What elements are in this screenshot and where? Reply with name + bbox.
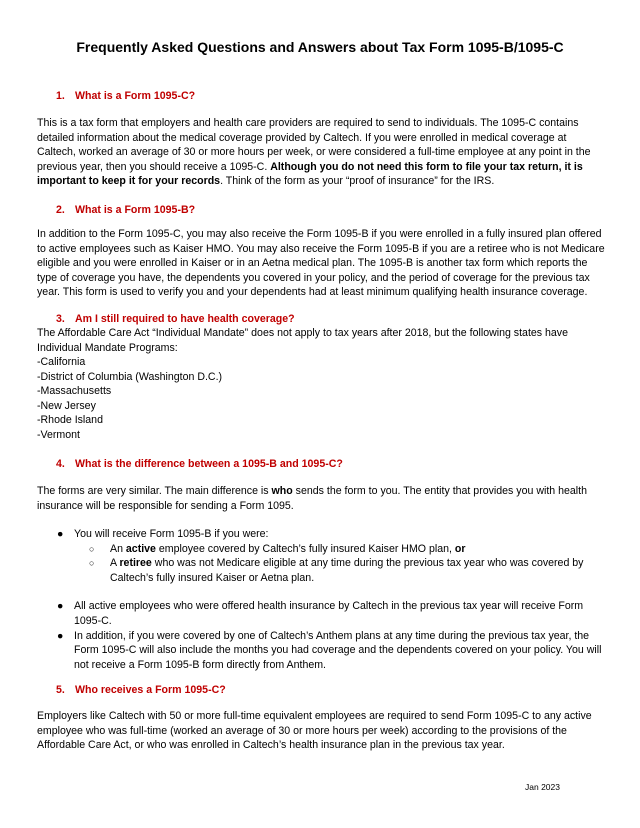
page-title: Frequently Asked Questions and Answers about Tax Form 1095-B/1095-C [76, 39, 564, 55]
list-item: ○ An active employee covered by Caltech’s fully insured Kaiser HMO plan, or [89, 542, 466, 555]
question-2-heading [56, 203, 195, 218]
list-item: ● In addition, if you were covered by one of Caltech’s Anthem plans at any time during the previous tax year, the Form 1095-C will also include the months you had coverage and the dependents covered on your policy. You will not receive a Form 1095-B form directly from Anthem. [57, 629, 602, 671]
question-text: Am I still required to have health coverage? [75, 313, 295, 325]
question-1-heading [56, 89, 195, 104]
page-footer-date: Jan 2023 [525, 782, 560, 792]
question-4-heading [56, 457, 343, 472]
answer-4-emphasis: who [271, 485, 293, 497]
question-number: 4. [56, 458, 65, 470]
question-text: What is a Form 1095-B? [75, 204, 196, 216]
question-text: Who receives a Form 1095-C? [75, 684, 226, 696]
question-3-heading [56, 312, 295, 327]
answer-1-emphasis: Although you do not need this form to file your tax return, it is important to keep it for your records [37, 160, 583, 188]
list-item: -New Jersey [37, 399, 96, 412]
answer-5: Employers like Caltech with 50 or more full-time equivalent employees are required to send Form 1095-C to any active employee who was full-time (worked an average of 30 or more hours per week) according to the provisions of the Affordable Care Act, or who was enrolled in Caltech’s health insurance plan in the previous tax year. [37, 710, 592, 752]
bullet-icon: ● [57, 629, 64, 642]
list-item: ○ A retiree who was not Medicare eligible at any time during the previous tax year who was covered by Caltech’s fully insured Kaiser or Aetna plan. [89, 557, 584, 584]
list-item: ● All active employees who were offered health insurance by Caltech in the previous tax year will receive Form 1095-C. [57, 600, 584, 627]
list-item: -Vermont [37, 428, 80, 441]
question-number: 1. [56, 90, 65, 102]
question-5-heading [56, 683, 226, 698]
answer-4-bullets [37, 527, 605, 672]
bullet-icon: ● [57, 528, 64, 540]
bullet-icon: ● [57, 600, 64, 613]
list-item: -California [37, 356, 86, 368]
question-number: 3. [56, 313, 65, 325]
sub-list [37, 542, 605, 586]
list-item: -Massachusetts [37, 385, 112, 398]
circle-bullet-icon: ○ [89, 558, 95, 569]
list-item: -District of Columbia (Washington D.C.) [37, 370, 223, 383]
mandate-states-list [37, 355, 605, 443]
list-item: -Rhode Island [37, 414, 103, 427]
question-number: 5. [56, 684, 65, 696]
answer-4-intro: The forms are very similar. The main difference is who sends the form to you. The entity that provides you with health insurance will be responsible for sending a Form 1095. [37, 485, 587, 512]
question-text: What is the difference between a 1095-B and 1095-C? [75, 458, 343, 470]
question-text: What is a Form 1095-C? [75, 90, 196, 102]
answer-2: In addition to the Form 1095-C, you may also receive the Form 1095-B if you were enrolled in a fully insured plan offered to active employees such as Kaiser HMO. You may also receive the Form 1095-B if you are a retiree who is not Medicare eligible and you were enrolled in Kaiser or in an Aetna medical plan. The 1095-B is another tax form which reports the type of coverage you have, the dependents you covered in your policy, and the period of coverage for the previous tax year. This form is used to verify you and your dependents had at least minimum qualifying health insurance coverage. [37, 228, 605, 299]
circle-bullet-icon: ○ [89, 543, 95, 554]
answer-1: This is a tax form that employers and health care providers are required to send to individuals. The 1095-C contains detailed information about the medical coverage provided by Caltech. If you were enrolled in medical coverage at Caltech, worked an average of 30 or more hours per week, or were considered a full-time employee at any point in the previous year, then you should receive a 1095-C. Although you do not need this form to file your tax return, it is important to keep it for your records. Think of the form as your “proof of insurance” for the IRS. [37, 117, 591, 188]
answer-3: The Affordable Care Act “Individual Mandate” does not apply to tax years after 2018, but the following states have Individual Mandate Programs: [37, 327, 568, 354]
question-number: 2. [56, 204, 65, 216]
list-item: ● You will receive Form 1095-B if you were: ○ An active employee covered by Caltech’s fully insured Kaiser HMO plan, or ○ A retiree who was not Medicare eligible at any time during the previous tax year who was covered by Caltech’s fully insured Kaiser or Aetna plan. [37, 527, 605, 585]
